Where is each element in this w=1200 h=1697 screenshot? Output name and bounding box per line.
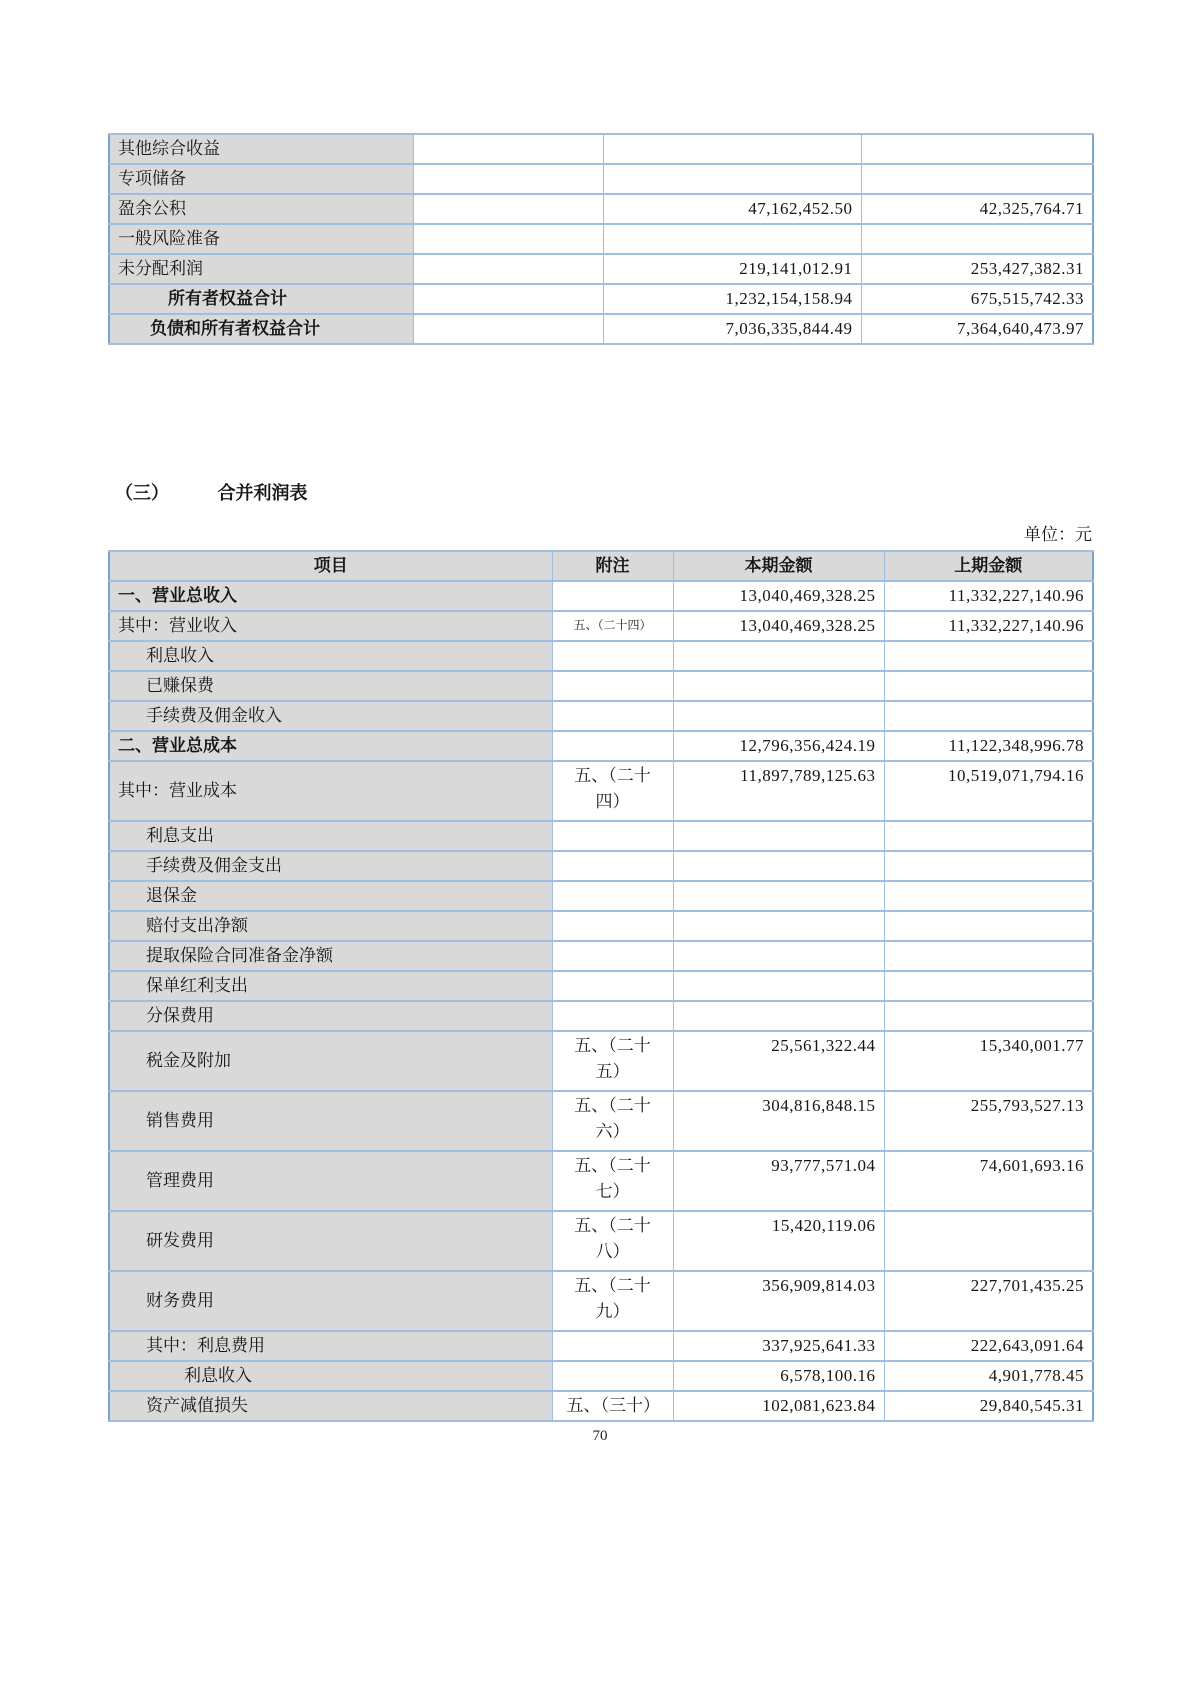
cell-note (552, 1211, 673, 1271)
page-number: 70 (592, 1428, 608, 1444)
cell-previous-amount: 11,332,227,140.96 (884, 581, 1093, 611)
cell-previous-amount: 7,364,640,473.97 (861, 314, 1093, 344)
table-row (109, 314, 1093, 344)
cell-current-amount (673, 911, 884, 941)
cell-current-amount (673, 851, 884, 881)
cell-previous-amount (884, 821, 1093, 851)
table-row (109, 1361, 1093, 1391)
cell-note (552, 1001, 673, 1031)
cell-previous-amount: 222,643,091.64 (884, 1331, 1093, 1361)
cell-item-label: 所有者权益合计 (109, 284, 413, 314)
header-current: 本期金额 (673, 551, 884, 581)
cell-previous-amount: 227,701,435.25 (884, 1271, 1093, 1331)
table-row (109, 224, 1093, 254)
unit-label: 单位：元 (1024, 525, 1092, 544)
table-row (109, 1391, 1093, 1421)
cell-previous-amount: 74,601,693.16 (884, 1151, 1093, 1211)
cell-item-label: 盈余公积 (109, 194, 413, 224)
cell-note (552, 611, 673, 641)
header-item: 项目 (109, 551, 552, 581)
cell-note (552, 1091, 673, 1151)
table-row (109, 851, 1093, 881)
cell-previous-amount (884, 671, 1093, 701)
cell-item-label: 研发费用 (109, 1211, 552, 1271)
cell-note (413, 194, 603, 224)
cell-item-label: 其中：利息费用 (109, 1331, 552, 1361)
cell-note (413, 224, 603, 254)
cell-previous-amount: 255,793,527.13 (884, 1091, 1093, 1151)
cell-current-amount: 304,816,848.15 (673, 1091, 884, 1151)
cell-note (413, 134, 603, 164)
cell-note (413, 314, 603, 344)
note-text: 五、（二十七） (574, 1156, 651, 1201)
cell-previous-amount (861, 164, 1093, 194)
cell-current-amount: 12,796,356,424.19 (673, 731, 884, 761)
income-statement-table (108, 550, 1094, 1422)
note-text: 五、（二十六） (574, 1096, 651, 1141)
cell-note (552, 971, 673, 1001)
section-heading (115, 479, 308, 505)
table-row (109, 761, 1093, 821)
cell-item-label: 财务费用 (109, 1271, 552, 1331)
table-row (109, 671, 1093, 701)
cell-note (552, 821, 673, 851)
cell-previous-amount (884, 881, 1093, 911)
cell-current-amount: 25,561,322.44 (673, 1031, 884, 1091)
header-note: 附注 (552, 551, 673, 581)
cell-current-amount (603, 164, 861, 194)
cell-current-amount: 7,036,335,844.49 (603, 314, 861, 344)
cell-previous-amount: 42,325,764.71 (861, 194, 1093, 224)
table-row (109, 284, 1093, 314)
cell-current-amount (673, 881, 884, 911)
cell-current-amount (673, 971, 884, 1001)
cell-item-label: 利息收入 (109, 641, 552, 671)
cell-current-amount (673, 701, 884, 731)
income-statement-body (109, 581, 1093, 1421)
note-text: 五、（二十五） (574, 1036, 651, 1081)
table-row (109, 164, 1093, 194)
cell-previous-amount (861, 134, 1093, 164)
table-row (109, 1031, 1093, 1091)
table-row (109, 134, 1093, 164)
table-row (109, 611, 1093, 641)
cell-current-amount (603, 224, 861, 254)
table-row (109, 911, 1093, 941)
cell-current-amount: 1,232,154,158.94 (603, 284, 861, 314)
cell-note (552, 1271, 673, 1331)
cell-current-amount: 219,141,012.91 (603, 254, 861, 284)
cell-note (552, 641, 673, 671)
cell-note (552, 851, 673, 881)
cell-note (413, 164, 603, 194)
cell-item-label: 专项储备 (109, 164, 413, 194)
cell-note (552, 671, 673, 701)
cell-previous-amount: 675,515,742.33 (861, 284, 1093, 314)
cell-note (552, 581, 673, 611)
cell-current-amount: 13,040,469,328.25 (673, 611, 884, 641)
cell-item-label: 税金及附加 (109, 1031, 552, 1091)
cell-current-amount: 356,909,814.03 (673, 1271, 884, 1331)
cell-previous-amount (884, 941, 1093, 971)
cell-current-amount (673, 1001, 884, 1031)
cell-item-label: 销售费用 (109, 1091, 552, 1151)
cell-note (552, 911, 673, 941)
cell-previous-amount: 10,519,071,794.16 (884, 761, 1093, 821)
table-row (109, 881, 1093, 911)
cell-note (552, 1151, 673, 1211)
note-text: 五、（二十八） (574, 1216, 651, 1261)
cell-previous-amount (884, 851, 1093, 881)
cell-item-label: 保单红利支出 (109, 971, 552, 1001)
cell-current-amount: 47,162,452.50 (603, 194, 861, 224)
table-row (109, 194, 1093, 224)
cell-item-label: 资产减值损失 (109, 1391, 552, 1421)
balance-sheet-body (109, 134, 1093, 344)
header-row (109, 551, 1093, 581)
cell-item-label: 管理费用 (109, 1151, 552, 1211)
table-row (109, 971, 1093, 1001)
cell-item-label: 提取保险合同准备金净额 (109, 941, 552, 971)
note-text: 五、（二十九） (574, 1276, 651, 1321)
cell-item-label: 利息支出 (109, 821, 552, 851)
cell-item-label: 一般风险准备 (109, 224, 413, 254)
table-row (109, 581, 1093, 611)
cell-item-label: 退保金 (109, 881, 552, 911)
cell-note (552, 701, 673, 731)
cell-note (552, 731, 673, 761)
table-row (109, 701, 1093, 731)
cell-item-label: 其他综合收益 (109, 134, 413, 164)
table-row (109, 1151, 1093, 1211)
section-title: 合并利润表 (217, 483, 308, 503)
cell-current-amount: 337,925,641.33 (673, 1331, 884, 1361)
cell-previous-amount (884, 1211, 1093, 1271)
cell-note (413, 284, 603, 314)
table-row (109, 1091, 1093, 1151)
table-row (109, 821, 1093, 851)
cell-item-label: 利息收入 (109, 1361, 552, 1391)
cell-item-label: 分保费用 (109, 1001, 552, 1031)
cell-note (552, 881, 673, 911)
cell-current-amount: 102,081,623.84 (673, 1391, 884, 1421)
cell-previous-amount: 253,427,382.31 (861, 254, 1093, 284)
cell-note (552, 1391, 673, 1421)
cell-previous-amount (884, 911, 1093, 941)
cell-item-label: 已赚保费 (109, 671, 552, 701)
table-row (109, 1211, 1093, 1271)
cell-note (552, 1361, 673, 1391)
cell-current-amount: 93,777,571.04 (673, 1151, 884, 1211)
cell-previous-amount (884, 701, 1093, 731)
cell-previous-amount: 4,901,778.45 (884, 1361, 1093, 1391)
cell-current-amount (673, 821, 884, 851)
cell-item-label: 未分配利润 (109, 254, 413, 284)
note-text: 五、（二十四） (574, 766, 651, 811)
cell-current-amount: 11,897,789,125.63 (673, 761, 884, 821)
cell-previous-amount: 11,122,348,996.78 (884, 731, 1093, 761)
cell-note (552, 1031, 673, 1091)
note-text: 五、（二十四） (573, 618, 652, 632)
cell-current-amount (673, 941, 884, 971)
cell-item-label: 赔付支出净额 (109, 911, 552, 941)
cell-note (552, 941, 673, 971)
cell-previous-amount (884, 641, 1093, 671)
table-row (109, 1001, 1093, 1031)
cell-current-amount: 13,040,469,328.25 (673, 581, 884, 611)
header-previous: 上期金额 (884, 551, 1093, 581)
cell-item-label: 手续费及佣金支出 (109, 851, 552, 881)
cell-note (413, 254, 603, 284)
cell-item-label: 负债和所有者权益合计 (109, 314, 413, 344)
table-row (109, 254, 1093, 284)
cell-note (552, 1331, 673, 1361)
cell-item-label: 二、营业总成本 (109, 731, 552, 761)
table-row (109, 641, 1093, 671)
cell-item-label: 一、营业总收入 (109, 581, 552, 611)
table-row (109, 941, 1093, 971)
note-text: 五、（三十） (566, 1396, 660, 1415)
cell-previous-amount: 29,840,545.31 (884, 1391, 1093, 1421)
balance-sheet-table (108, 133, 1094, 345)
cell-item-label: 其中：营业收入 (109, 611, 552, 641)
cell-current-amount: 15,420,119.06 (673, 1211, 884, 1271)
cell-previous-amount: 11,332,227,140.96 (884, 611, 1093, 641)
cell-current-amount (673, 671, 884, 701)
table-row (109, 1331, 1093, 1361)
cell-previous-amount (884, 1001, 1093, 1031)
cell-previous-amount (884, 971, 1093, 1001)
cell-current-amount (673, 641, 884, 671)
cell-previous-amount (861, 224, 1093, 254)
table-row (109, 731, 1093, 761)
cell-item-label: 手续费及佣金收入 (109, 701, 552, 731)
cell-current-amount (603, 134, 861, 164)
cell-current-amount: 6,578,100.16 (673, 1361, 884, 1391)
section-number: （三） (115, 483, 169, 503)
cell-previous-amount: 15,340,001.77 (884, 1031, 1093, 1091)
cell-item-label: 其中：营业成本 (109, 761, 552, 821)
cell-note (552, 761, 673, 821)
table-row (109, 1271, 1093, 1331)
